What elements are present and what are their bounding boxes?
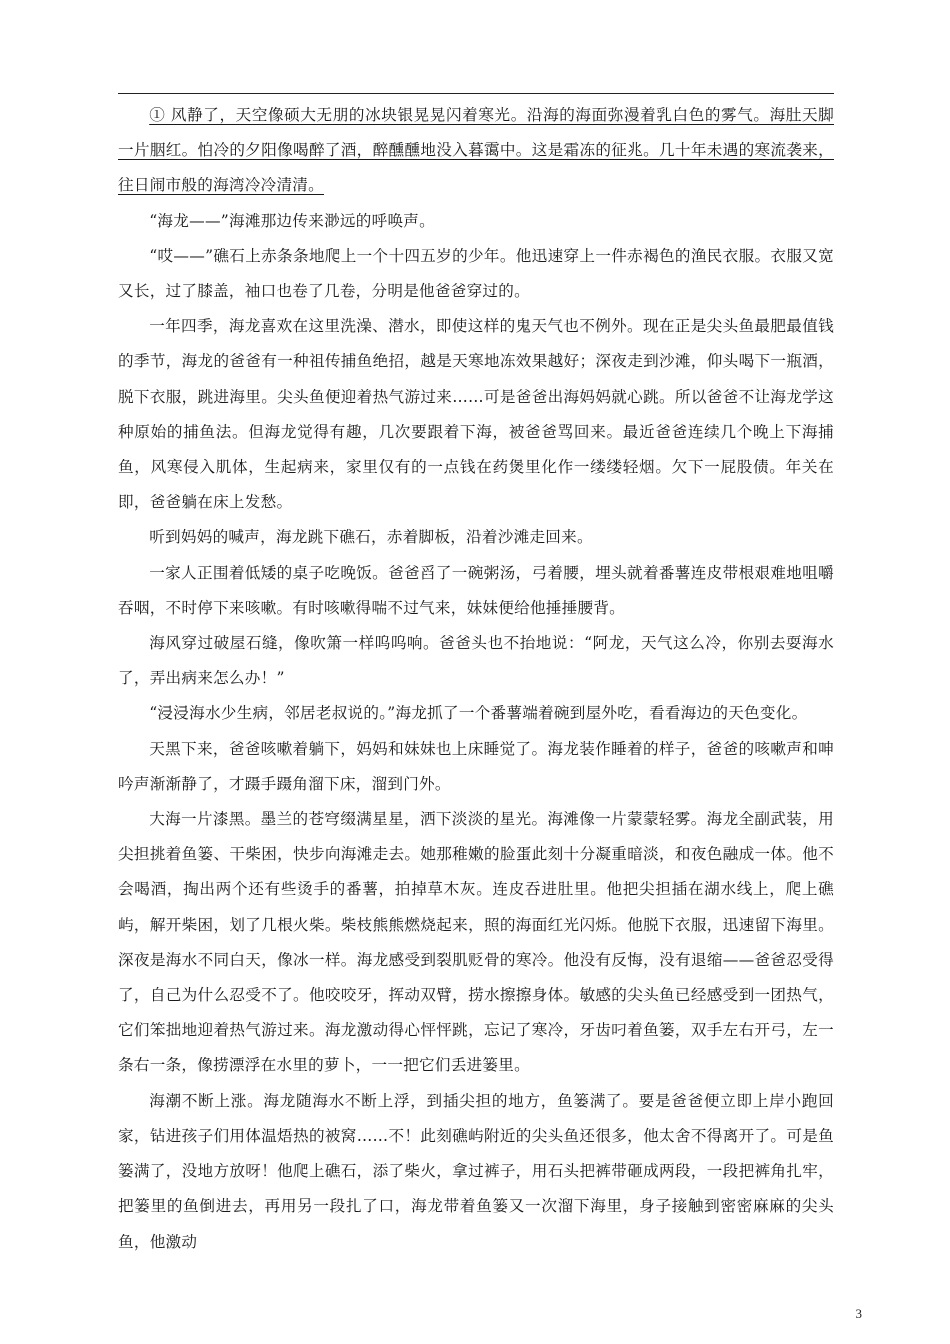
paragraph-11: 海潮不断上涨。海龙随海水不断上浮，到插尖担的地方，鱼篓满了。要是爸爸便立即上岸小跑回家，钻进孩子们用体温焐热的被窝……不！此刻礁屿附近的尖头鱼还很多，他太舍不得离开了。可是鱼篓满了，没地方放呀！他爬上礁石，添了柴火，拿过裤子，用石头把裤带砸成两段，一段把裤角扎牢，把篓里的鱼倒进去，再用另一段扎了口，海龙带着鱼篓又一次溜下海里，身子接触到密密麻麻的尖头鱼，他激动 [118, 1091, 834, 1251]
paragraph-9: 天黑下来，爸爸咳嗽着躺下，妈妈和妹妹也上床睡觉了。海龙装作睡着的样子，爸爸的咳嗽声和呻吟声渐渐静了，才蹑手蹑角溜下床，溜到门外。 [118, 739, 834, 793]
page-number: 3 [855, 1306, 862, 1321]
paragraph-6: 一家人正围着低矮的桌子吃晚饭。爸爸舀了一碗粥汤，弓着腰，埋头就着番薯连皮带根艰难地咀嚼吞咽，不时停下来咳嗽。有时咳嗽得喘不过气来，妹妹便给他捶捶腰背。 [118, 563, 834, 617]
top-rule [118, 93, 834, 94]
paragraph-3: “哎——”礁石上赤条条地爬上一个十四五岁的少年。他迅速穿上一件赤褐色的渔民衣服。衣服又宽又长，过了膝盖，袖口也卷了几卷，分明是他爸爸穿过的。 [118, 246, 834, 301]
paragraph-4: 一年四季，海龙喜欢在这里洗澡、潜水，即使这样的鬼天气也不例外。现在正是尖头鱼最肥最值钱的季节，海龙的爸爸有一种祖传捕鱼绝招，越是天寒地冻效果越好；深夜走到沙滩，仰头喝下一瓶酒，脱下衣服，跳进海里。尖头鱼便迎着热气游过来……可是爸爸出海妈妈就心跳。所以爸爸不让海龙学这种原始的捕鱼法。但海龙觉得有趣，几次要跟着下海，被爸爸骂回来。最近爸爸连续几个晚上下海捕鱼，风寒侵入肌体，生起病来，家里仅有的一点钱在药煲里化作一缕缕轻烟。欠下一屁股债。年关在即，爸爸躺在床上发愁。 [118, 317, 834, 512]
paragraph-7: 海风穿过破屋石缝，像吹箫一样呜呜响。爸爸头也不抬地说：“阿龙，天气这么冷，你别去耍海水了，弄出病来怎么办！” [118, 634, 834, 688]
paragraph-5: 听到妈妈的喊声，海龙跳下礁石，赤着脚板，沿着沙滩走回来。 [149, 528, 593, 547]
paragraph-10: 大海一片漆黑。墨兰的苍穹缀满星星，洒下淡淡的星光。海滩像一片蒙蒙轻雾。海龙全副武装，用尖担挑着鱼篓、干柴困，快步向海滩走去。她那稚嫩的脸蛋此刻十分凝重暗淡，和夜色融成一体。他不会喝酒，掏出两个还有些烫手的番薯，拍掉草木灰。连皮吞进肚里。他把尖担插在湖水线上，爬上礁屿，解开柴困，划了几根火柴。柴枝熊熊燃烧起来，照的海面红光闪烁。他脱下衣服，迅速留下海里。深夜是海水不同白天，像冰一样。海龙感受到裂肌贬骨的寒冷。他没有反悔，没有退缩——爸爸忍受得了，自己为什么忍受不了。他咬咬牙，挥动双臂，捞水擦擦身体。敏感的尖头鱼已经感受到一团热气，它们笨拙地迎着热气游过来。海龙激动得心怦怦跳，忘记了寒冷，牙齿叼着鱼篓，双手左右开弓，左一条右一条，像捞漂浮在水里的萝卜，一一把它们丢进篓里。 [118, 810, 834, 1075]
article-body [118, 98, 834, 1260]
paragraph-8: “浸浸海水少生病，邻居老叔说的。”海龙抓了一个番薯端着碗到屋外吃，看看海边的天色变化。 [149, 704, 808, 723]
paragraph-2: “海龙——”海滩那边传来渺远的呼唤声。 [149, 211, 435, 230]
underlined-paragraph-1: ① 风静了，天空像硕大无朋的冰块银晃晃闪着寒光。沿海的海面弥漫着乳白色的雾气。海肚天脚一片胭红。怕冷的夕阳像喝醉了酒，醉醺醺地没入暮霭中。这是霜冻的征兆。几十年未遇的寒流袭来，往日闹市般的海湾冷冷清清。 [118, 106, 834, 195]
